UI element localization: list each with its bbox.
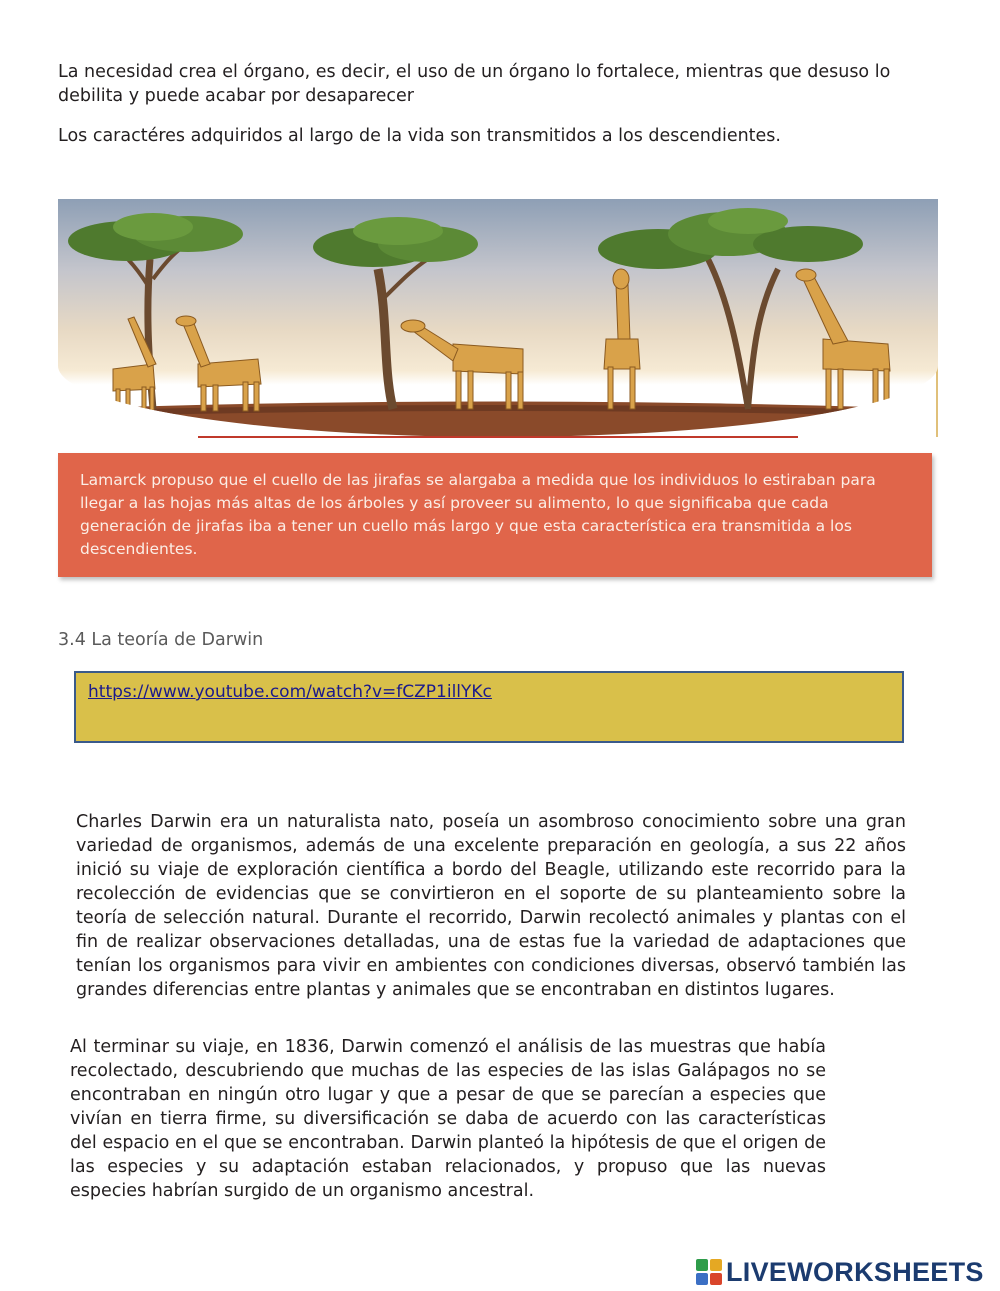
darwin-paragraph-1: Charles Darwin era un naturalista nato, poseía un asombroso conocimiento sobre una gran variedad de organismos, además de una excelente preparación en geología, a sus 22 años inició su viaje de exploración científica a bordo del Beagle, utilizando este recorrido para la recolección de evidencias que se convirtieron en el soporte de su planteamiento sobre la teoría de selección natural. Durante el recorrido, Darwin recolectó animales y plantas con el fin de realizar observaciones detalladas, una de estas fue la variedad de adaptaciones que tenían los organismos para vivir en ambientes con condiciones diversas, observó también las grandes diferencias entre plantas y animales que se encontraban en distintos lugares. bbox=[76, 812, 906, 1000]
section-heading: 3.4 La teoría de Darwin bbox=[58, 630, 264, 650]
acacia-tree-2 bbox=[313, 217, 478, 409]
intro-paragraph-2: Los caractéres adquiridos al largo de la vida son transmitidos a los descendientes. bbox=[58, 126, 781, 146]
video-link[interactable]: https://www.youtube.com/watch?v=fCZP1illYKc bbox=[88, 682, 492, 702]
giraffe-5 bbox=[796, 269, 890, 409]
liveworksheets-logo[interactable] bbox=[696, 1257, 984, 1287]
giraffe-2 bbox=[176, 316, 261, 411]
divider-line bbox=[198, 436, 798, 438]
video-link-box bbox=[74, 671, 904, 743]
giraffe-3 bbox=[401, 320, 523, 409]
intro-paragraph-1: La necesidad crea el órgano, es decir, el uso de un órgano lo fortalece, mientras que desuso lo debilita y puede acabar por desaparecer bbox=[58, 62, 891, 106]
lamarck-text: Lamarck propuso que el cuello de las jirafas se alargaba a medida que los individuos lo estiraban para llegar a las hojas más altas de los árboles y así proveer su alimento, lo que significaba que cada generación de jirafas iba a tener un cuello más largo y que esta característica era transmitida a los descendientes. bbox=[80, 471, 876, 558]
darwin-paragraph-2: Al terminar su viaje, en 1836, Darwin comenzó el análisis de las muestras que había recolectado, descubriendo que muchas de las especies de las islas Galápagos no se encontraban en ningún otro lugar y que a pesar de que se parecían a especies que vivían en tierra firme, su diversificación se daba de acuerdo con las características del espacio en el que se encontraban. Darwin planteó la hipótesis de que el origen de las especies y su adaptación estaban relacionados, y propuso que las nuevas especies habrían surgido de un organismo ancestral. bbox=[70, 1037, 826, 1201]
lamarck-callout bbox=[58, 453, 932, 577]
giraffe-4 bbox=[604, 269, 640, 409]
logo-text: LIVEWORKSHEETS bbox=[726, 1256, 984, 1287]
logo-icon bbox=[696, 1259, 722, 1285]
giraffe-illustration bbox=[58, 199, 938, 437]
